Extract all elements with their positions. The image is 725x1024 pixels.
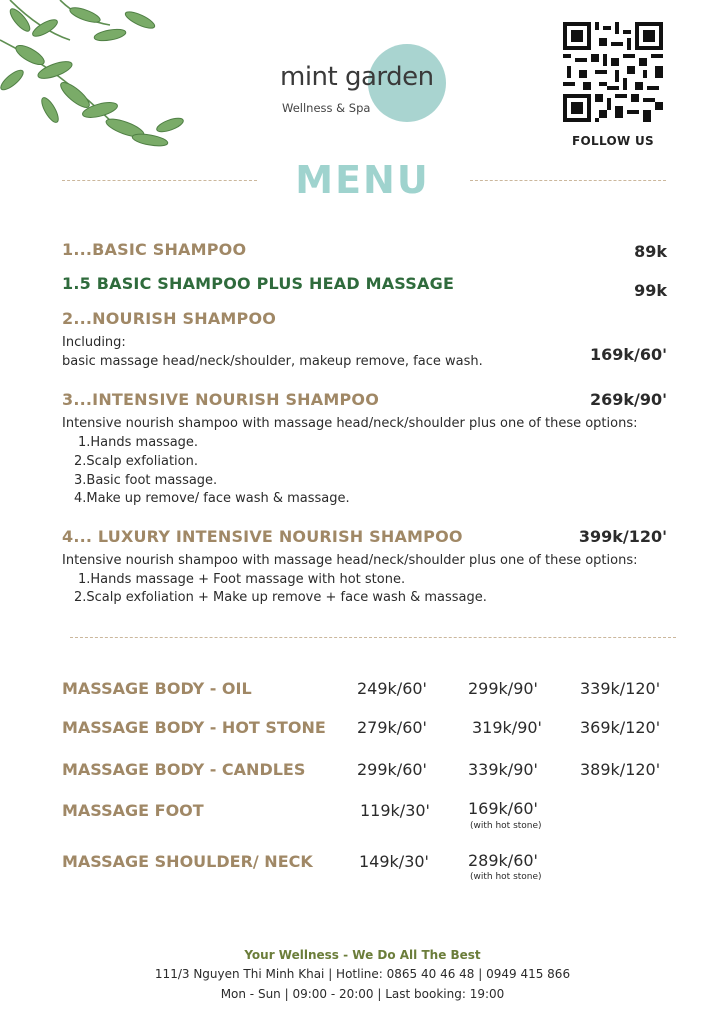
section-divider bbox=[70, 637, 676, 638]
item-price: 399k/120' bbox=[578, 527, 667, 546]
massage-price: 339k/90' bbox=[468, 760, 538, 779]
massage-name: MASSAGE BODY - CANDLES bbox=[62, 760, 306, 779]
footer-slogan: Your Wellness - We Do All The Best bbox=[244, 948, 481, 962]
massage-price: 299k/60' bbox=[357, 760, 427, 779]
brand-name: mint garden bbox=[280, 62, 434, 92]
massage-name: MASSAGE SHOULDER/ NECK bbox=[62, 852, 313, 871]
option-line: 3.Basic foot massage. bbox=[74, 473, 218, 488]
item-price: 89k bbox=[634, 242, 667, 261]
option-line: 2.Scalp exfoliation + Make up remove + face wash & massage. bbox=[74, 590, 487, 605]
olive-branch-decoration bbox=[0, 0, 190, 160]
footer-address: 111/3 Nguyen Thi Minh Khai | Hotline: 0865 40 46 48 | 0949 415 866 bbox=[154, 967, 571, 981]
item-price: 169k/60' bbox=[589, 345, 667, 364]
brand-tagline: Wellness & Spa bbox=[282, 101, 371, 115]
follow-us-caption: FOLLOW US bbox=[572, 134, 654, 148]
massage-price: 319k/90' bbox=[472, 718, 542, 737]
item-title: 2...NOURISH SHAMPOO bbox=[62, 309, 277, 328]
item-price: 99k bbox=[634, 281, 667, 300]
item-price: 269k/90' bbox=[589, 390, 667, 409]
massage-price: 169k/60' bbox=[468, 799, 538, 818]
massage-price: 289k/60' bbox=[468, 851, 538, 870]
massage-price: 389k/120' bbox=[580, 760, 661, 779]
massage-price: 339k/120' bbox=[580, 679, 661, 698]
massage-price-note: (with hot stone) bbox=[470, 821, 542, 831]
option-line: 1.Hands massage. bbox=[78, 435, 199, 450]
massage-price: 119k/30' bbox=[360, 801, 430, 820]
massage-name: MASSAGE FOOT bbox=[62, 801, 204, 820]
item-description: basic massage head/neck/shoulder, makeup remove, face wash. bbox=[62, 354, 483, 369]
massage-price: 279k/60' bbox=[357, 718, 427, 737]
item-title: 1...BASIC SHAMPOO bbox=[62, 240, 247, 259]
option-line: 1.Hands massage + Foot massage with hot stone. bbox=[78, 572, 406, 587]
massage-price: 299k/90' bbox=[468, 679, 538, 698]
option-line: 4.Make up remove/ face wash & massage. bbox=[74, 491, 350, 506]
footer-hours: Mon - Sun | 09:00 - 20:00 | Last booking: 19:00 bbox=[220, 987, 505, 1001]
item-title: 1.5 BASIC SHAMPOO PLUS HEAD MASSAGE bbox=[62, 274, 455, 293]
massage-price: 149k/30' bbox=[359, 852, 429, 871]
massage-price-note: (with hot stone) bbox=[470, 872, 542, 882]
item-description: Intensive nourish shampoo with massage head/neck/shoulder plus one of these options: bbox=[62, 416, 638, 431]
menu-title: MENU bbox=[295, 158, 430, 202]
item-title: 4... LUXURY INTENSIVE NOURISH SHAMPOO bbox=[62, 527, 463, 546]
qr-code-icon[interactable] bbox=[563, 22, 663, 122]
item-title: 3...INTENSIVE NOURISH SHAMPOO bbox=[62, 390, 379, 409]
massage-name: MASSAGE BODY - HOT STONE bbox=[62, 718, 326, 737]
option-line: 2.Scalp exfoliation. bbox=[74, 454, 198, 469]
item-description: Including: bbox=[62, 335, 126, 350]
massage-price: 369k/120' bbox=[580, 718, 661, 737]
massage-price: 249k/60' bbox=[357, 679, 427, 698]
item-description: Intensive nourish shampoo with massage head/neck/shoulder plus one of these options: bbox=[62, 553, 638, 568]
massage-name: MASSAGE BODY - OIL bbox=[62, 679, 252, 698]
